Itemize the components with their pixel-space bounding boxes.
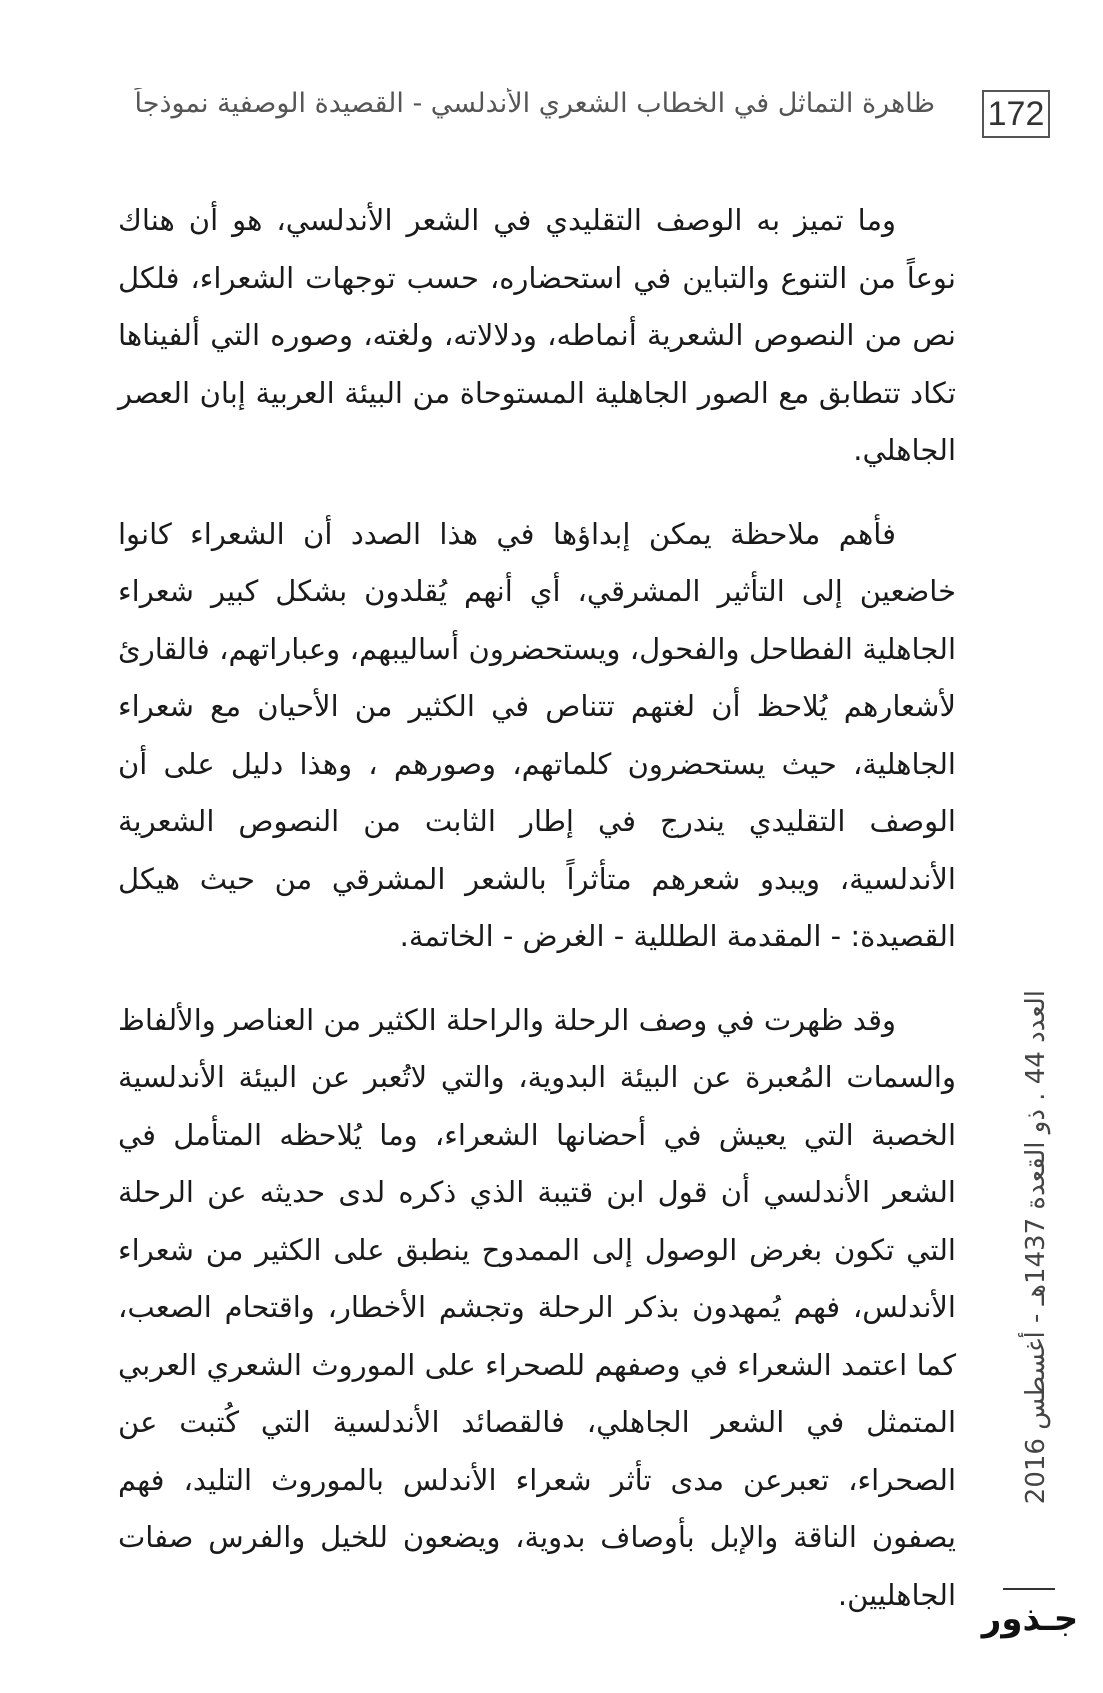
paragraph-1: وما تميز به الوصف التقليدي في الشعر الأندلسي، هو أن هناك نوعاً من التنوع والتباين في استحضاره، حسب توجهات الشعراء، فلكل نص من النصوص الشعرية أنماطه، ودلالاته، ولغته، وصوره التي ألفيناها تكاد تتطابق مع الصور الجاهلية المستوحاة من البيئة العربية إبان العصر الجاهلي. [118,203,956,467]
page-number: 172 [982,90,1050,138]
paragraph-3: وقد ظهرت في وصف الرحلة والراحلة الكثير من العناصر والألفاظ والسمات المُعبرة عن البيئة البدوية، والتي لاتُعبر عن البيئة الأندلسية الخصبة التي يعيش في أحضانها الشعراء، وما يُلاحظه المتأمل في الشعر الأندلسي أن قول ابن قتيبة الذي ذكره لدى حديثه عن الرحلة التي تكون بغرض الوصول إلى الممدوح ينطبق على الكثير من شعراء الأندلس، فهم يُمهدون بذكر الرحلة وتجشم الأخطار، واقتحام الصعب، كما اعتمد الشعراء في وصفهم للصحراء على الموروث الشعري العربي المتمثل في الشعر الجاهلي، فالقصائد الأندلسية التي كُتبت عن الصحراء، تعبرعن مدى تأثر شعراء الأندلس بالموروث التليد، فهم يصفون الناقة والإبل بأوصاف بدوية، ويضعون للخيل والفرس صفات الجاهليين. [118,1002,956,1612]
running-header-title: ظاهرة التماثل في الخطاب الشعري الأندلسي - القصيدة الوصفية نموذجاً [134,88,935,119]
issue-info-vertical: العدد 44 . ذو القعدة 1437هـ - أغسطس 2016 [1021,990,1051,1505]
journal-logo: جـذور [981,1599,1079,1639]
article-body [118,192,956,1624]
paragraph-2: فأهم ملاحظة يمكن إبداؤها في هذا الصدد أن الشعراء كانوا خاضعين إلى التأثير المشرقي، أي أنهم يُقلدون بشكل كبير شعراء الجاهلية الفطاحل والفحول، ويستحضرون أساليبهم، وعباراتهم، فالقارئ لأشعارهم يُلاحظ أن لغتهم تتناص في الكثير من الأحيان مع شعراء الجاهلية، حيث يستحضرون كلماتهم، وصورهم ، وهذا دليل على أن الوصف التقليدي يندرج في إطار الثابت من النصوص الشعرية الأندلسية، ويبدو شعرهم متأثراً بالشعر المشرقي من حيث هيكل القصيدة: - المقدمة الطللية - الغرض - الخاتمة. [118,516,956,953]
margin-divider [1003,1588,1055,1590]
